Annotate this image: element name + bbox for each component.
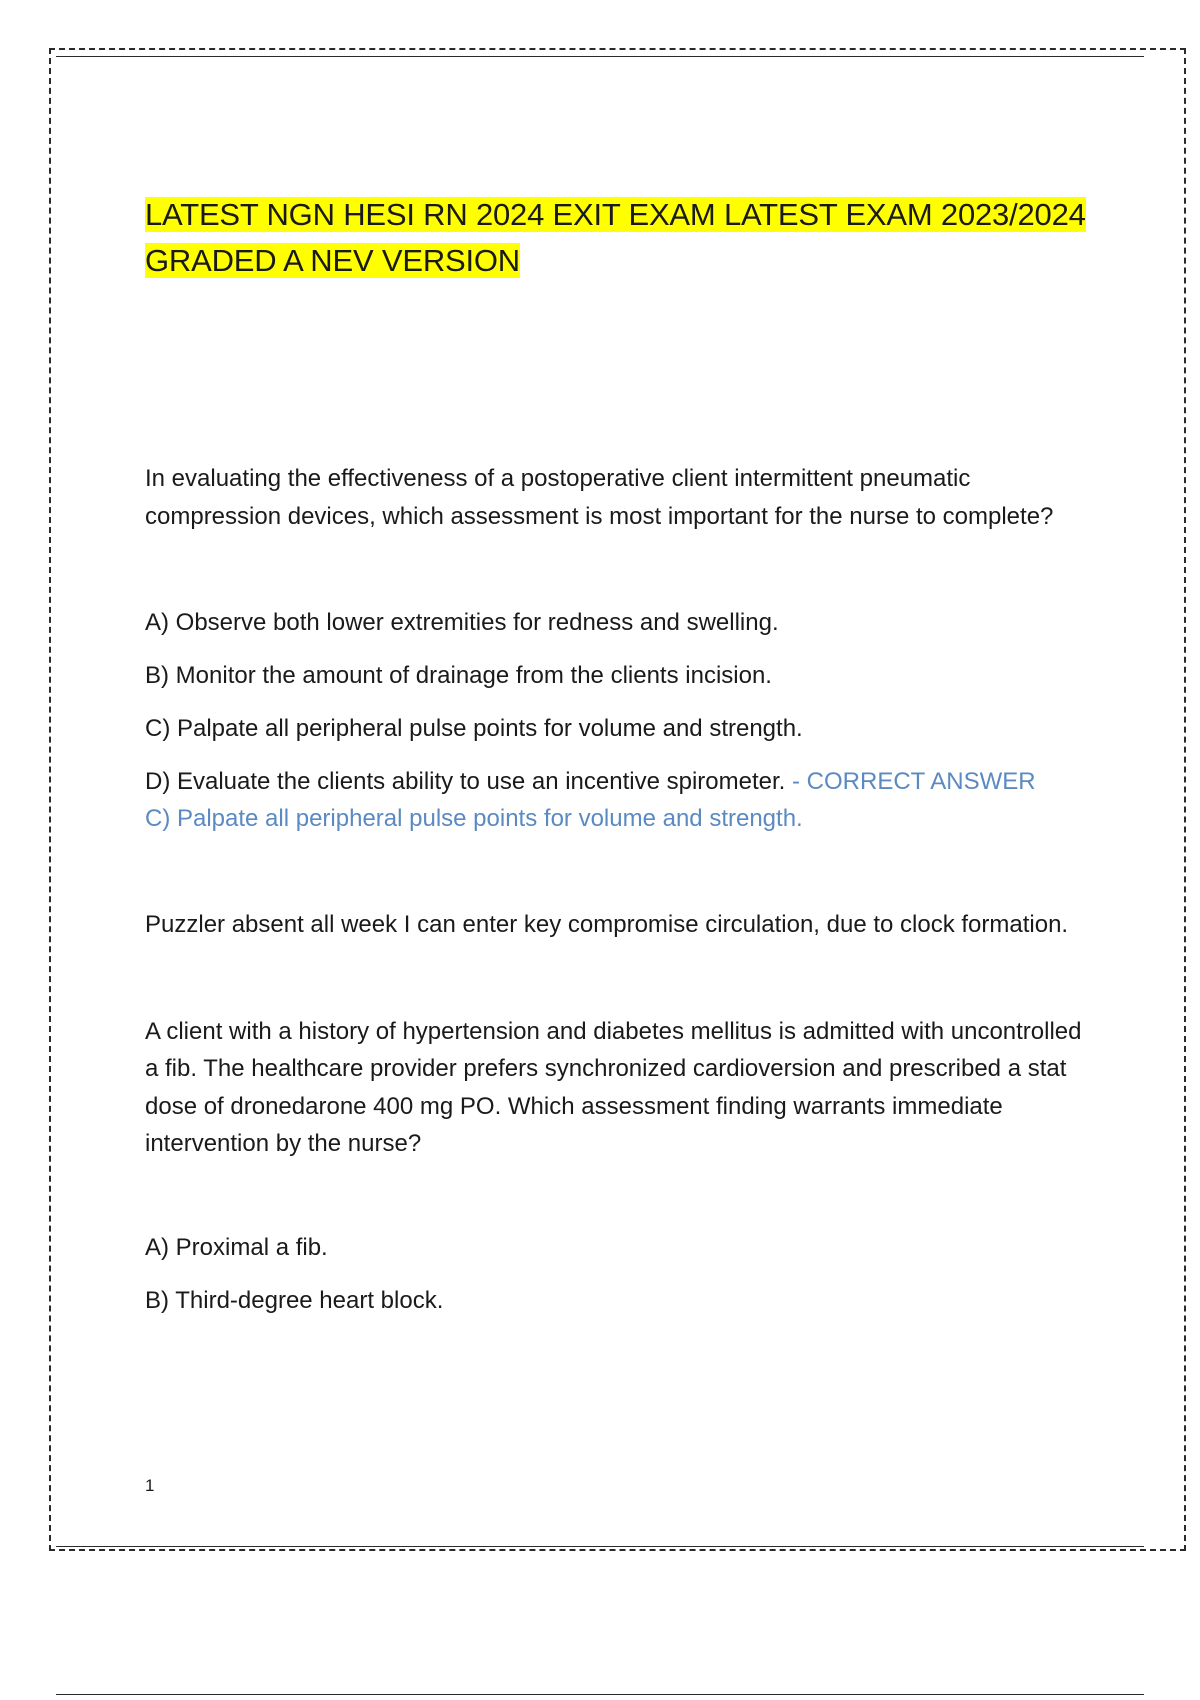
question-1-options bbox=[145, 604, 1095, 837]
top-rule bbox=[56, 56, 1144, 57]
correct-answer-label: - CORRECT ANSWER bbox=[785, 768, 1036, 795]
question-2-options bbox=[145, 1229, 1095, 1319]
bottom-rule bbox=[56, 1546, 1144, 1547]
title-line-2: GRADED A NEV VERSION bbox=[145, 243, 520, 278]
rationale-1: Puzzler absent all week I can enter key compromise circulation, due to clock formation. bbox=[145, 911, 1069, 938]
option-d bbox=[145, 763, 1095, 800]
correct-answer-text: C) Palpate all peripheral pulse points for volume and strength. bbox=[145, 805, 803, 832]
document-body bbox=[145, 192, 1095, 1319]
page-number: 1 bbox=[145, 1476, 155, 1495]
option-a: A) Observe both lower extremities for redness and swelling. bbox=[145, 609, 779, 636]
option-b: B) Monitor the amount of drainage from the clients incision. bbox=[145, 662, 772, 689]
option-c: C) Palpate all peripheral pulse points for volume and strength. bbox=[145, 715, 803, 742]
question-2-text: A client with a history of hypertension and diabetes mellitus is admitted with uncontrolled a fib. The healthcare provider prefers synchronized cardioversion and prescribed a stat dose of dronedarone 400 mg PO. Which assessment finding warrants immediate intervention by the nurse? bbox=[145, 1017, 1082, 1157]
option-d-text: D) Evaluate the clients ability to use an incentive spirometer. bbox=[145, 768, 786, 795]
q2-option-a: A) Proximal a fib. bbox=[145, 1233, 328, 1261]
document-title bbox=[145, 192, 1095, 284]
title-line-1: LATEST NGN HESI RN 2024 EXIT EXAM LATEST EXAM 2023/2024 bbox=[145, 197, 1086, 232]
question-1-text: In evaluating the effectiveness of a postoperative client intermittent pneumatic compression devices, which assessment is most important for the nurse to complete? bbox=[145, 465, 1054, 530]
footer-rule bbox=[56, 1694, 1144, 1695]
q2-option-b: B) Third-degree heart block. bbox=[145, 1286, 444, 1314]
